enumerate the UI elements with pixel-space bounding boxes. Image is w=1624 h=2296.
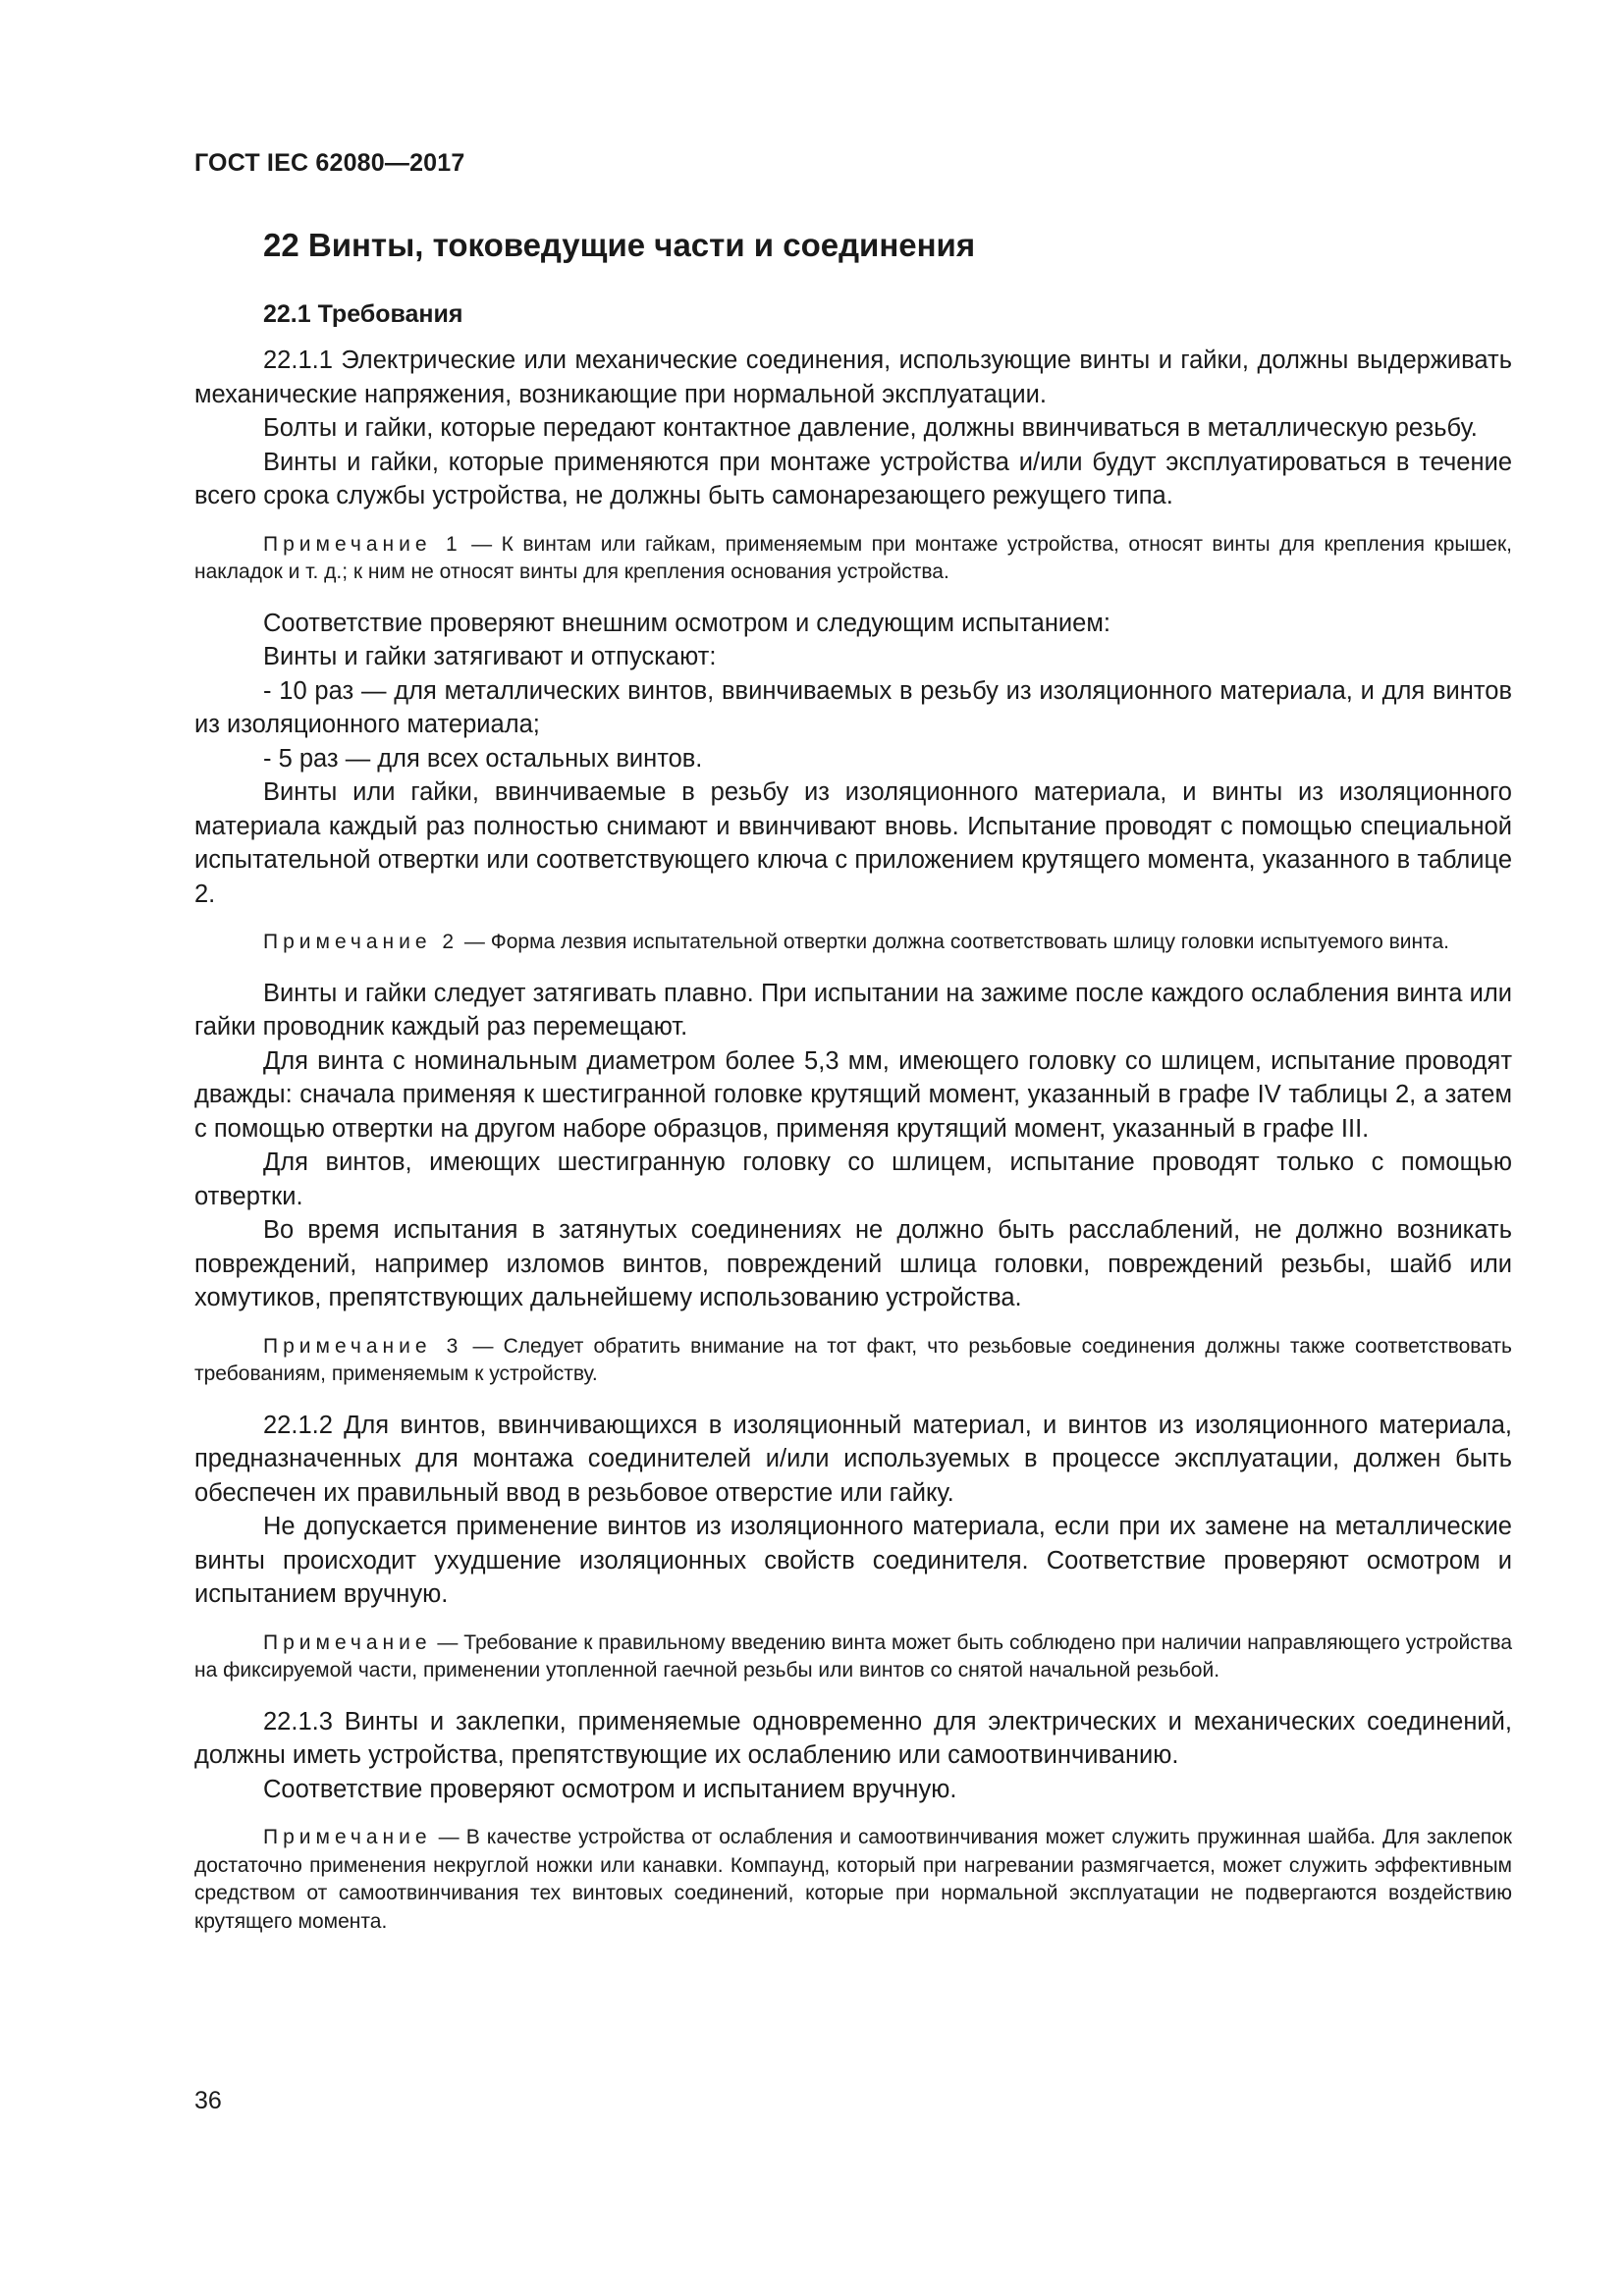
note bbox=[194, 531, 1512, 587]
paragraph: Винты и гайки следует затягивать плавно. При испытании на зажиме после каждого ослабления винта или гайки проводник каждый раз перемещают. bbox=[194, 979, 1512, 1041]
note-text: — Требование к правильному введению винта может быть соблюдено при наличии направляющего устройства на фиксируемой части, применении утопленной гаечной резьбы или винтов со снятой начальной резьбой. bbox=[194, 1630, 1512, 1682]
note-label: Примечание 2 bbox=[263, 931, 460, 953]
paragraph: Для винта с номинальным диаметром более 5,3 мм, имеющего головку со шлицем, испытание проводят дважды: сначала применяя к шестигранной головке крутящий момент, указанный в графе IV таблицы 2, а затем с помощью отвертки на другом наборе образцов, применяя крутящий момент, указанный в графе III. bbox=[194, 1046, 1512, 1143]
paragraph: 22.1.1 Электрические или механические соединения, использующие винты и гайки, должны выдерживать механические напряжения, возникающие при нормальной эксплуатации. bbox=[194, 347, 1512, 408]
note-text: — В качестве устройства от ослабления и самоотвинчивания может служить пружинная шайба. Для заклепок достаточно применения некруглой ножки или канавки. Компаунд, который при нагревании размягчается, может служить эффективным средством от самоотвинчивания тех винтовых соединений, которые при нормальной эксплуатации не подвергаются воздействию крутящего момента. bbox=[194, 1826, 1512, 1933]
paragraph: Болты и гайки, которые передают контактное давление, должны ввинчиваться в металлическую резьбу. bbox=[263, 414, 1478, 442]
paragraph: Соответствие проверяют осмотром и испытанием вручную. bbox=[263, 1775, 957, 1803]
section-title: 22 Винты, токоведущие части и соединения bbox=[263, 227, 976, 263]
list-item: - 5 раз — для всех остальных винтов. bbox=[263, 744, 703, 773]
page-number: 36 bbox=[194, 2087, 222, 2114]
note-text: — Следует обратить внимание на тот факт, что резьбовые соединения должны также соответствовать требованиям, применяемым к устройству. bbox=[194, 1334, 1512, 1385]
list-item: - 10 раз — для металлических винтов, ввинчиваемых в резьбу из изоляционного материала, и для винтов из изоляционного материала; bbox=[194, 676, 1512, 738]
note-text: — Форма лезвия испытательной отвертки должна соответствовать шлицу головки испытуемого винта. bbox=[459, 931, 1449, 953]
note bbox=[194, 1824, 1512, 1936]
note-label: Примечание bbox=[263, 1826, 432, 1848]
document-id-header: ГОСТ IEC 62080—2017 bbox=[194, 149, 465, 177]
note bbox=[194, 929, 1512, 957]
note bbox=[194, 1629, 1512, 1685]
note-text: — К винтам или гайкам, применяемым при монтаже устройства, относят винты для крепления крышек, накладок и т. д.; к ним не относят винты для крепления основания устройства. bbox=[194, 532, 1512, 583]
note bbox=[194, 1333, 1512, 1389]
note-label: Примечание 3 bbox=[263, 1334, 463, 1358]
note-label: Примечание bbox=[263, 1630, 432, 1654]
paragraph: Винты или гайки, ввинчиваемые в резьбу из изоляционного материала, и винты из изоляционного материала каждый раз полностью снимают и ввинчивают вновь. Испытание проводят с помощью специальной испытательной отвертки или соответствующего ключа с приложением крутящего момента, указанного в таблице 2. bbox=[194, 778, 1512, 908]
paragraph: Не допускается применение винтов из изоляционного материала, если при их замене на металлические винты происходит ухудшение изоляционных свойств соединителя. Соответствие проверяют осмотром и испытанием вручную. bbox=[194, 1513, 1512, 1608]
paragraph: Винты и гайки, которые применяются при монтаже устройства и/или будут эксплуатироваться в течение всего срока службы устройства, не должны быть самонарезающего режущего типа. bbox=[194, 448, 1512, 509]
paragraph: Соответствие проверяют внешним осмотром и следующим испытанием: bbox=[263, 609, 1110, 637]
subsection-title: 22.1 Требования bbox=[263, 300, 463, 328]
paragraph: Для винтов, имеющих шестигранную головку со шлицем, испытание проводят только с помощью отвертки. bbox=[194, 1148, 1512, 1210]
paragraph: Во время испытания в затянутых соединениях не должно быть расслаблений, не должно возникать повреждений, например изломов винтов, повреждений шлица головки, повреждений резьбы, шайб или хомутиков, препятствующих дальнейшему использованию устройства. bbox=[194, 1216, 1512, 1311]
paragraph: 22.1.2 Для винтов, ввинчивающихся в изоляционный материал, и винтов из изоляционного материала, предназначенных для монтажа соединителей и/или используемых в процессе эксплуатации, должен быть обеспечен их правильный ввод в резьбовое отверстие или гайку. bbox=[194, 1411, 1512, 1507]
paragraph: 22.1.3 Винты и заклепки, применяемые одновременно для электрических и механических соединений, должны иметь устройства, препятствующие их ослаблению или самоотвинчиванию. bbox=[194, 1707, 1512, 1769]
note-label: Примечание 1 bbox=[263, 532, 462, 556]
document-body bbox=[194, 344, 1512, 1955]
paragraph: Винты и гайки затягивают и отпускают: bbox=[263, 643, 717, 670]
